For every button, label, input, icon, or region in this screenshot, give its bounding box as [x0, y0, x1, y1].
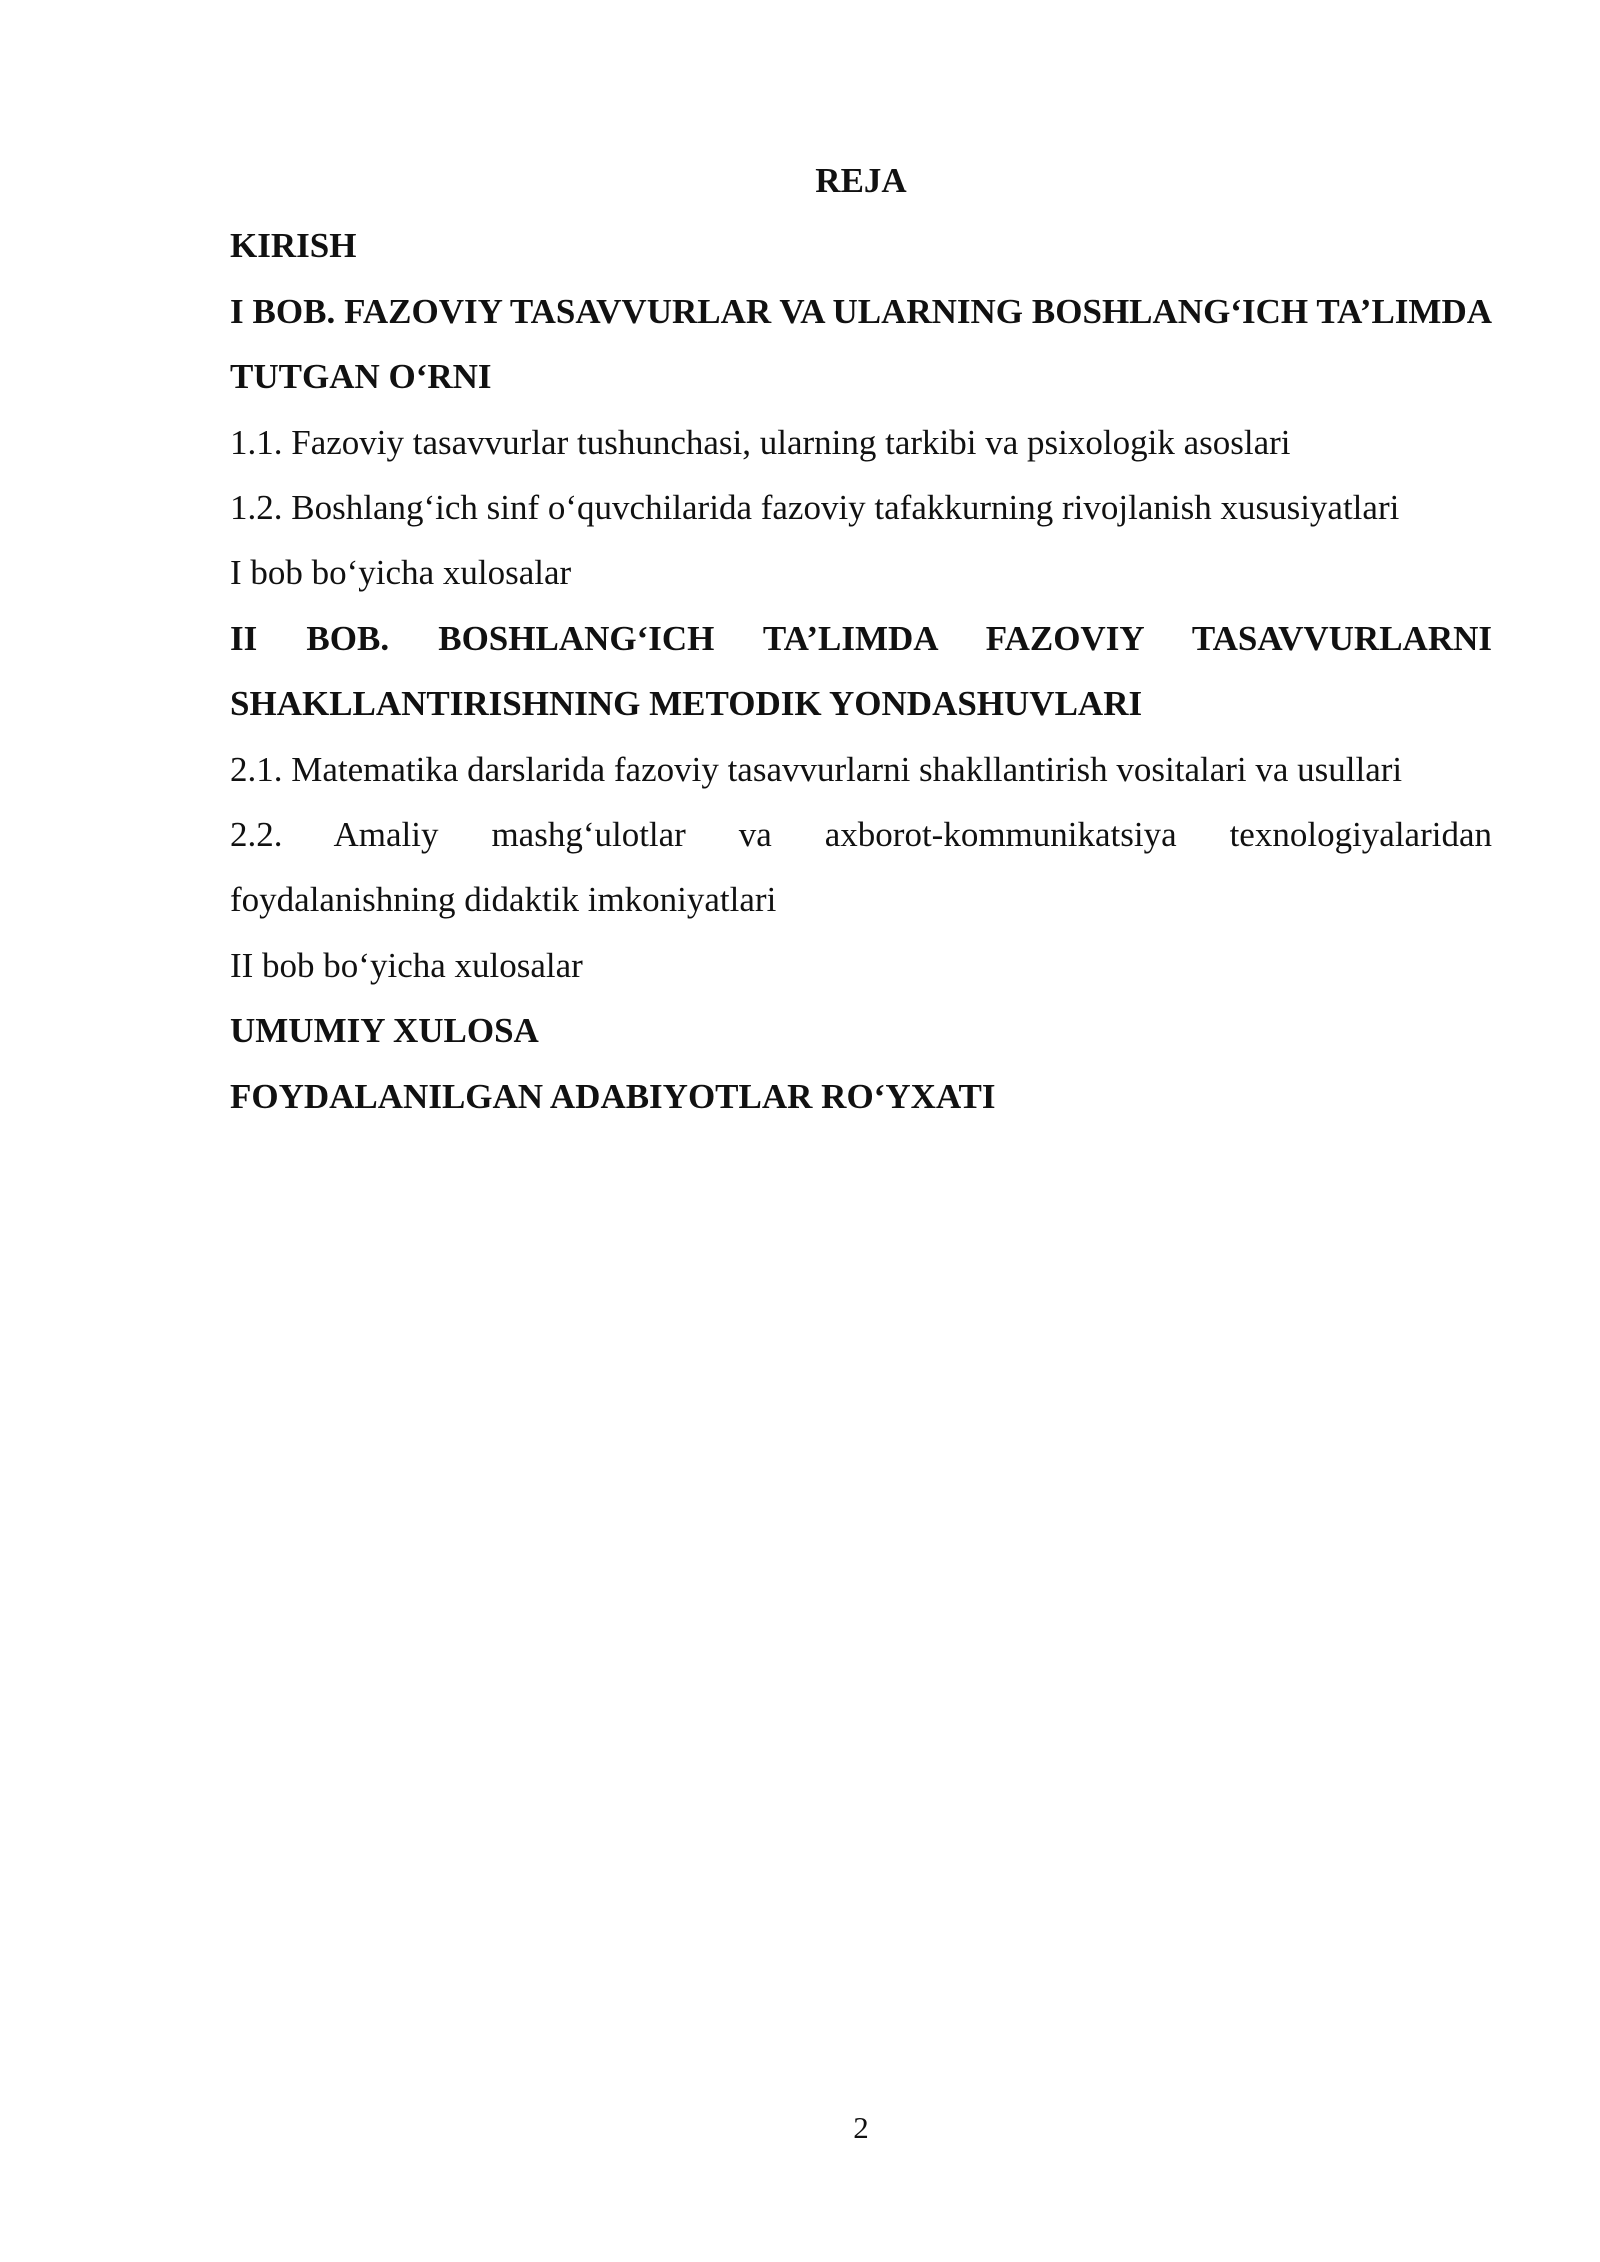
- toc-item-introduction: KIRISH: [230, 226, 357, 266]
- toc-section-2-2: 2.2. Amaliy mashg‘ulotlar va axborot-kommunikatsiya texnologiyalaridan foydalanishning didaktik imkoniyatlari: [230, 815, 1492, 920]
- toc-general-conclusion: UMUMIY XULOSA: [230, 1011, 539, 1051]
- toc-chapter-1: I BOB. FAZOVIY TASAVVURLAR VA ULARNING BOSHLANG‘ICH TA’LIMDA TUTGAN O‘RNI: [230, 291, 1492, 397]
- toc-section-1-2: 1.2. Boshlang‘ich sinf o‘quvchilarida fazoviy tafakkurning rivojlanish xususiyatlari: [230, 488, 1400, 528]
- table-of-contents: [230, 148, 1492, 1129]
- toc-chapter-1-conclusions: I bob bo‘yicha xulosalar: [230, 553, 572, 593]
- toc-chapter-2-conclusions: II bob bo‘yicha xulosalar: [230, 945, 583, 985]
- toc-references: FOYDALANILGAN ADABIYOTLAR RO‘YXATI: [230, 1076, 996, 1116]
- toc-section-1-1: 1.1. Fazoviy tasavvurlar tushunchasi, ularning tarkibi va psixologik asoslari: [230, 422, 1291, 462]
- toc-chapter-2: II BOB. BOSHLANG‘ICH TA’LIMDA FAZOVIY TASAVVURLARNI SHAKLLANTIRISHNING METODIK YONDASHUVLARI: [230, 618, 1492, 724]
- toc-section-2-1: 2.1. Matematika darslarida fazoviy tasavvurlarni shakllantirish vositalari va usullari: [230, 749, 1403, 789]
- page-number: 2: [853, 2110, 869, 2145]
- document-title: REJA: [815, 161, 907, 200]
